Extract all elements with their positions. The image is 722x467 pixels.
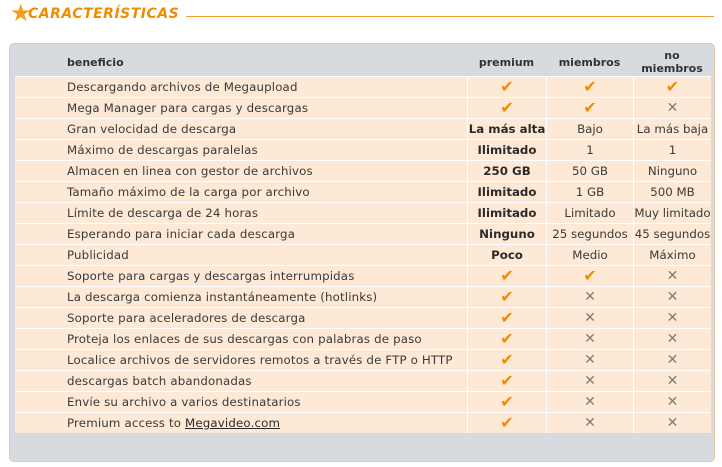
non-members-cell xyxy=(633,412,711,433)
feature-cell xyxy=(15,181,467,202)
column-header-non-members: no miembros xyxy=(633,48,711,76)
table-row xyxy=(15,370,711,391)
cross-icon: ✕ xyxy=(584,289,596,305)
check-icon: ✔ xyxy=(500,329,514,348)
table-row xyxy=(15,412,711,433)
check-icon: ✔ xyxy=(500,287,514,306)
non-members-cell xyxy=(633,370,711,391)
cell-value: Medio xyxy=(572,248,608,262)
feature-label: Localice archivos de servidores remotos a través de FTP o HTTP xyxy=(67,353,453,367)
cell-value: Máximo xyxy=(649,248,696,262)
feature-cell xyxy=(15,412,467,433)
feature-label: descargas batch abandonadas xyxy=(67,374,252,388)
check-icon: ✔ xyxy=(500,350,514,369)
heading-divider xyxy=(186,16,714,17)
feature-cell xyxy=(15,76,467,97)
premium-cell xyxy=(467,97,546,118)
cross-icon: ✕ xyxy=(584,331,596,347)
feature-cell xyxy=(15,223,467,244)
members-cell xyxy=(546,181,633,202)
cell-value: Ninguno xyxy=(479,227,535,241)
members-cell xyxy=(546,391,633,412)
star-icon: ★ xyxy=(10,0,32,27)
non-members-cell xyxy=(633,181,711,202)
table-row xyxy=(15,223,711,244)
premium-cell xyxy=(467,349,546,370)
cell-value: 1 xyxy=(668,143,677,157)
members-cell xyxy=(546,160,633,181)
cell-value: La más alta xyxy=(468,122,546,136)
premium-cell xyxy=(467,265,546,286)
cell-value: 1 GB xyxy=(575,185,605,199)
members-cell xyxy=(546,139,633,160)
cross-icon: ✕ xyxy=(666,268,679,284)
cross-icon: ✕ xyxy=(666,352,679,368)
non-members-cell xyxy=(633,286,711,307)
feature-cell xyxy=(15,391,467,412)
table-row xyxy=(15,139,711,160)
cell-value: Ninguno xyxy=(647,164,698,178)
table-row xyxy=(15,118,711,139)
feature-cell xyxy=(15,265,467,286)
cell-value: La más baja xyxy=(636,122,709,136)
table-footer xyxy=(15,433,709,457)
cell-value: 45 segundos xyxy=(634,227,711,241)
table-row xyxy=(15,76,711,97)
feature-label: Tamaño máximo de la carga por archivo xyxy=(67,185,310,199)
premium-cell xyxy=(467,370,546,391)
megavideo-link[interactable]: Megavideo.com xyxy=(185,416,281,430)
check-icon: ✔ xyxy=(500,77,514,96)
premium-cell xyxy=(467,76,546,97)
table-row xyxy=(15,160,711,181)
feature-label: Máximo de descargas paralelas xyxy=(67,143,258,157)
members-cell xyxy=(546,412,633,433)
non-members-cell xyxy=(633,97,711,118)
column-header-members: miembros xyxy=(546,48,633,76)
comparison-table xyxy=(15,48,711,433)
non-members-cell xyxy=(633,76,711,97)
cell-value: 25 segundos xyxy=(552,227,628,241)
non-members-cell xyxy=(633,202,711,223)
cross-icon: ✕ xyxy=(584,415,596,431)
feature-cell xyxy=(15,139,467,160)
members-cell xyxy=(546,265,633,286)
members-cell xyxy=(546,286,633,307)
feature-label: Límite de descarga de 24 horas xyxy=(67,206,259,220)
premium-cell xyxy=(467,244,546,265)
premium-cell xyxy=(467,286,546,307)
table-header-row xyxy=(15,48,711,76)
check-icon: ✔ xyxy=(665,77,680,96)
non-members-cell xyxy=(633,307,711,328)
check-icon: ✔ xyxy=(500,413,514,432)
check-icon: ✔ xyxy=(500,371,514,390)
table-row xyxy=(15,307,711,328)
table-row xyxy=(15,328,711,349)
cell-value: Bajo xyxy=(577,122,603,136)
cross-icon: ✕ xyxy=(666,373,679,389)
check-icon: ✔ xyxy=(583,266,597,285)
cell-value: 250 GB xyxy=(483,164,531,178)
members-cell xyxy=(546,202,633,223)
table-row xyxy=(15,349,711,370)
cross-icon: ✕ xyxy=(584,310,596,326)
feature-cell xyxy=(15,349,467,370)
members-cell xyxy=(546,370,633,391)
check-icon: ✔ xyxy=(500,392,514,411)
premium-cell xyxy=(467,139,546,160)
feature-cell xyxy=(15,286,467,307)
cell-value: Ilimitado xyxy=(477,143,537,157)
cross-icon: ✕ xyxy=(666,415,679,431)
feature-label: Publicidad xyxy=(67,248,129,262)
cross-icon: ✕ xyxy=(666,331,679,347)
feature-label: Envíe su archivo a varios destinatarios xyxy=(67,395,301,409)
non-members-cell xyxy=(633,223,711,244)
non-members-cell xyxy=(633,118,711,139)
feature-label: Soporte para aceleradores de descarga xyxy=(67,311,306,325)
non-members-cell xyxy=(633,265,711,286)
non-members-cell xyxy=(633,391,711,412)
feature-cell xyxy=(15,244,467,265)
premium-cell xyxy=(467,307,546,328)
members-cell xyxy=(546,244,633,265)
feature-cell xyxy=(15,118,467,139)
table-row xyxy=(15,97,711,118)
column-header-benefit: beneficio xyxy=(15,48,467,76)
feature-label: Premium access to xyxy=(67,416,186,430)
check-icon: ✔ xyxy=(500,308,514,327)
premium-cell xyxy=(467,391,546,412)
non-members-cell xyxy=(633,160,711,181)
feature-label: Descargando archivos de Megaupload xyxy=(67,80,298,94)
table-row xyxy=(15,391,711,412)
members-cell xyxy=(546,97,633,118)
premium-cell xyxy=(467,412,546,433)
feature-cell xyxy=(15,307,467,328)
cell-value: Ilimitado xyxy=(477,206,537,220)
table-row xyxy=(15,244,711,265)
cell-value: Ilimitado xyxy=(477,185,537,199)
cell-value: 1 xyxy=(586,143,594,157)
members-cell xyxy=(546,76,633,97)
feature-cell xyxy=(15,202,467,223)
feature-label: Almacen en linea con gestor de archivos xyxy=(67,164,313,178)
table-row xyxy=(15,202,711,223)
check-icon: ✔ xyxy=(500,266,514,285)
feature-cell xyxy=(15,370,467,391)
cross-icon: ✕ xyxy=(584,394,596,410)
feature-label: Soporte para cargas y descargas interrumpidas xyxy=(67,269,355,283)
members-cell xyxy=(546,307,633,328)
feature-label: Mega Manager para cargas y descargas xyxy=(67,101,309,115)
premium-cell xyxy=(467,202,546,223)
cross-icon: ✕ xyxy=(584,373,596,389)
premium-cell xyxy=(467,181,546,202)
check-icon: ✔ xyxy=(583,77,597,96)
premium-cell xyxy=(467,118,546,139)
feature-cell xyxy=(15,328,467,349)
premium-cell xyxy=(467,328,546,349)
non-members-cell xyxy=(633,328,711,349)
cross-icon: ✕ xyxy=(666,289,679,305)
comparison-panel xyxy=(9,43,715,462)
column-header-premium: premium xyxy=(467,48,546,76)
table-body xyxy=(15,76,711,433)
premium-cell xyxy=(467,160,546,181)
check-icon: ✔ xyxy=(583,98,597,117)
cross-icon: ✕ xyxy=(584,352,596,368)
feature-label: Proteja los enlaces de sus descargas con palabras de paso xyxy=(67,332,422,346)
cell-value: 50 GB xyxy=(572,164,608,178)
feature-label: La descarga comienza instantáneamente (hotlinks) xyxy=(67,290,378,304)
non-members-cell xyxy=(633,244,711,265)
table-row xyxy=(15,265,711,286)
cross-icon: ✕ xyxy=(666,100,679,116)
feature-cell xyxy=(15,97,467,118)
cell-value: Limitado xyxy=(564,206,616,220)
table-row xyxy=(15,181,711,202)
feature-label: Gran velocidad de descarga xyxy=(67,122,237,136)
feature-label: Esperando para iniciar cada descarga xyxy=(67,227,296,241)
cross-icon: ✕ xyxy=(666,310,679,326)
members-cell xyxy=(546,328,633,349)
members-cell xyxy=(546,223,633,244)
section-heading xyxy=(0,0,722,32)
feature-cell xyxy=(15,160,467,181)
non-members-cell xyxy=(633,139,711,160)
cell-value: Muy limitado xyxy=(634,206,711,220)
premium-cell xyxy=(467,223,546,244)
members-cell xyxy=(546,118,633,139)
cell-value: 500 MB xyxy=(650,185,695,199)
members-cell xyxy=(546,349,633,370)
cross-icon: ✕ xyxy=(666,394,679,410)
table-row xyxy=(15,286,711,307)
cell-value: Poco xyxy=(491,248,523,262)
check-icon: ✔ xyxy=(500,98,514,117)
section-title: CARACTERÍSTICAS xyxy=(28,6,180,22)
non-members-cell xyxy=(633,349,711,370)
